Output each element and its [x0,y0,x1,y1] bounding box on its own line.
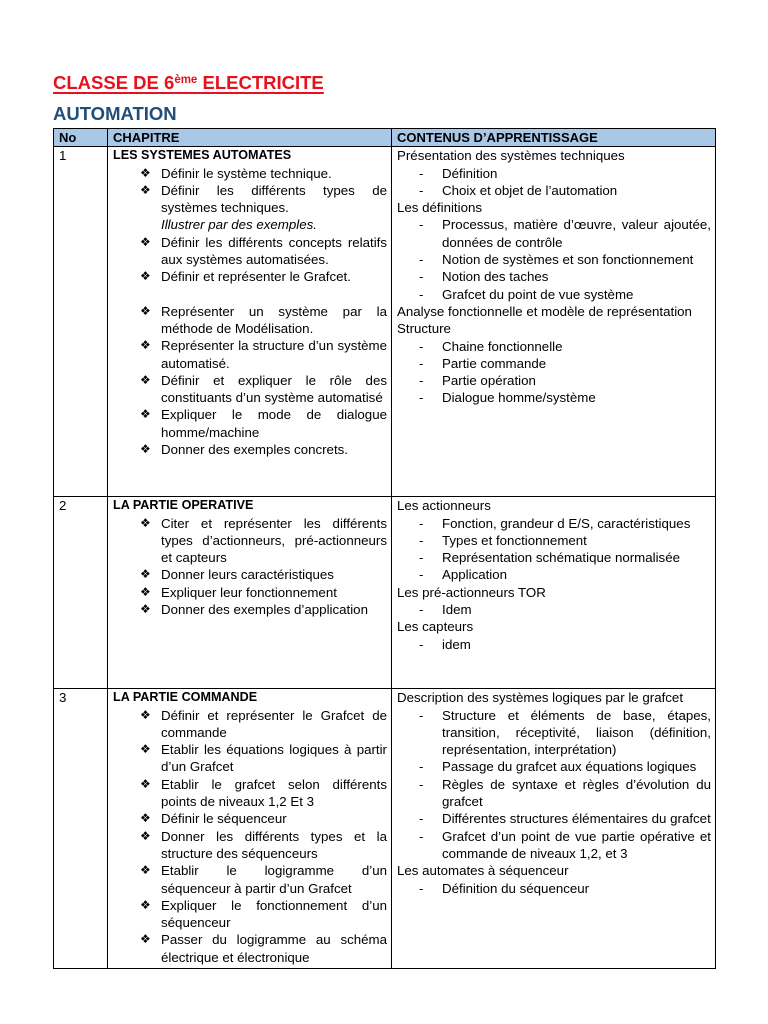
diamond-bullet-icon: ❖ [140,234,151,249]
chapter-title: LA PARTIE OPERATIVE [113,498,254,513]
list-item: ❖ Définir le système technique. [140,165,332,181]
diamond-bullet-icon: ❖ [140,776,151,791]
list-item: - Notion de systèmes et son fonctionnement [419,252,694,268]
subject-title: AUTOMATION [53,103,177,124]
list-item: - Dialogue homme/système [419,390,596,406]
diamond-bullet-icon: ❖ [140,338,151,353]
content-list [397,165,711,200]
diamond-bullet-icon: ❖ [140,372,151,387]
diamond-bullet-icon: ❖ [140,407,151,422]
objectives-list [113,165,387,459]
list-item: - idem [419,636,471,652]
chapter-cell [108,147,392,497]
diamond-bullet-icon: ❖ [140,165,151,180]
content-list [397,880,711,897]
list-item: - Idem [419,602,472,618]
diamond-bullet-icon: ❖ [140,182,151,197]
list-item: - Règles de syntaxe et règles d’évolution du grafcet [419,776,711,810]
list-item: ❖ Définir les différents concepts relatifs aux systèmes automatisées. [140,234,387,268]
list-item: - Grafcet du point de vue système [419,286,634,302]
list-item: - Notion des taches [419,269,549,285]
list-item: - Processus, matière d’œuvre, valeur ajoutée, données de contrôle [419,217,711,250]
list-item: ❖ Définir et expliquer le rôle des constituants d’un système automatisé [140,372,387,406]
diamond-bullet-icon: ❖ [140,811,151,826]
list-item: ❖ Représenter la structure d’un système automatisé. [140,338,387,371]
objectives-list [113,707,387,966]
content-heading: Structure [397,321,451,337]
list-item: - Partie opération [419,373,536,389]
content-heading: Description des systèmes logiques par le grafcet [397,690,684,706]
content-heading: Les actionneurs [397,498,491,514]
col-header-contenus: CONTENUS D’APPRENTISSAGE [392,129,716,147]
row-number: 1 [54,147,108,497]
list-item: ❖ Définir et représenter le Grafcet. [140,269,351,285]
list-item: ❖ Expliquer le fonctionnement d’un séquenceur [140,897,387,931]
list-item: - Représentation schématique normalisée [419,550,680,566]
list-item: ❖ Citer et représenter les différents types d’actionneurs, pré-actionneurs et capteurs [140,515,387,566]
list-item: - Partie commande [419,355,547,371]
content-list [397,515,711,584]
diamond-bullet-icon: ❖ [140,897,151,912]
table-row [54,497,716,689]
list-item: ❖ Etablir les équations logiques à partir d’un Grafcet [140,742,387,775]
list-item: ❖ Expliquer le mode de dialogue homme/machine [140,407,387,440]
chapter-cell [108,497,392,689]
objectives-list [113,515,387,619]
diamond-bullet-icon: ❖ [140,932,151,947]
col-header-chapitre: CHAPITRE [108,129,392,147]
content-list [397,338,711,407]
row-number: 2 [54,497,108,689]
content-heading: Présentation des systèmes techniques [397,148,625,164]
row-number: 3 [54,689,108,969]
content-list [397,707,711,863]
content-cell [392,497,716,689]
table-row [54,689,716,969]
list-item: ❖ Définir et représenter le Grafcet de commande [140,707,387,740]
list-item: ❖ Donner les différents types et la structure des séquenceurs [140,828,387,861]
list-item: ❖ Donner des exemples d’application [140,602,368,618]
content-cell [392,147,716,497]
list-item: - Fonction, grandeur d E/S, caractéristiques [419,515,691,531]
chapter-cell [108,689,392,969]
diamond-bullet-icon: ❖ [140,828,151,843]
diamond-bullet-icon: ❖ [140,742,151,757]
content-heading: Les capteurs [397,619,474,635]
content-heading: Les automates à séquenceur [397,863,569,879]
diamond-bullet-icon: ❖ [140,269,151,284]
diamond-bullet-icon: ❖ [140,584,151,599]
list-item: - Types et fonctionnement [419,532,587,548]
list-item: ❖ Donner leurs caractéristiques [140,567,334,583]
list-item: - Définition du séquenceur [419,880,590,896]
list-item: ❖ Définir le séquenceur [140,811,287,827]
list-item: - Application [419,567,508,583]
list-item: - Chaine fonctionnelle [419,338,563,354]
diamond-bullet-icon: ❖ [140,602,151,617]
table-header-row [54,129,716,147]
content-list [397,601,711,618]
chapter-title: LA PARTIE COMMANDE [113,690,258,705]
list-item: ❖ Donner des exemples concrets. [140,442,348,458]
diamond-bullet-icon: ❖ [140,515,151,530]
title-superscript: ème [174,74,198,86]
list-item: - Grafcet d’un point de vue partie opérative et commande de niveaux 1,2, et 3 [419,828,711,861]
list-item: - Différentes structures élémentaires du grafcet [419,811,711,827]
col-header-no: No [54,129,108,147]
content-heading: Analyse fonctionnelle et modèle de représentation [397,303,692,319]
list-item: ❖ Définir les différents types de systèmes techniques. Illustrer par des exemples. [140,182,387,233]
content-cell [392,689,716,969]
diamond-bullet-icon: ❖ [140,567,151,582]
list-item: ❖ Passer du logigramme au schéma électrique et électronique [140,932,387,965]
diamond-bullet-icon: ❖ [140,303,151,318]
content-list [397,216,711,302]
chapter-title: LES SYSTEMES AUTOMATES [113,148,292,163]
diamond-bullet-icon: ❖ [140,863,151,878]
list-item: ❖ Etablir le logigramme d’un séquenceur à partir d’un Grafcet [140,863,387,896]
content-heading: Les définitions [397,200,483,216]
content-heading: Les pré-actionneurs TOR [397,584,546,600]
list-item: - Choix et objet de l’automation [419,182,618,198]
list-item: - Structure et éléments de base, étapes, transition, réceptivité, liaison (définition, représentation, interprétation) [419,707,711,758]
list-item: ❖ Représenter un système par la méthode de Modélisation. [140,303,387,336]
class-title: CLASSE DE 6ème ELECTRICITE [53,72,324,93]
list-item: ❖ Etablir le grafcet selon différents points de niveaux 1,2 Et 3 [140,776,387,810]
diamond-bullet-icon: ❖ [140,707,151,722]
curriculum-table [53,128,716,969]
list-item: - Passage du grafcet aux équations logiques [419,759,697,775]
content-list [397,636,711,653]
objective-note: Illustrer par des exemples. [161,217,317,233]
list-item: - Définition [419,165,498,181]
diamond-bullet-icon: ❖ [140,442,151,457]
list-item: ❖ Expliquer leur fonctionnement [140,584,337,600]
table-row [54,147,716,497]
